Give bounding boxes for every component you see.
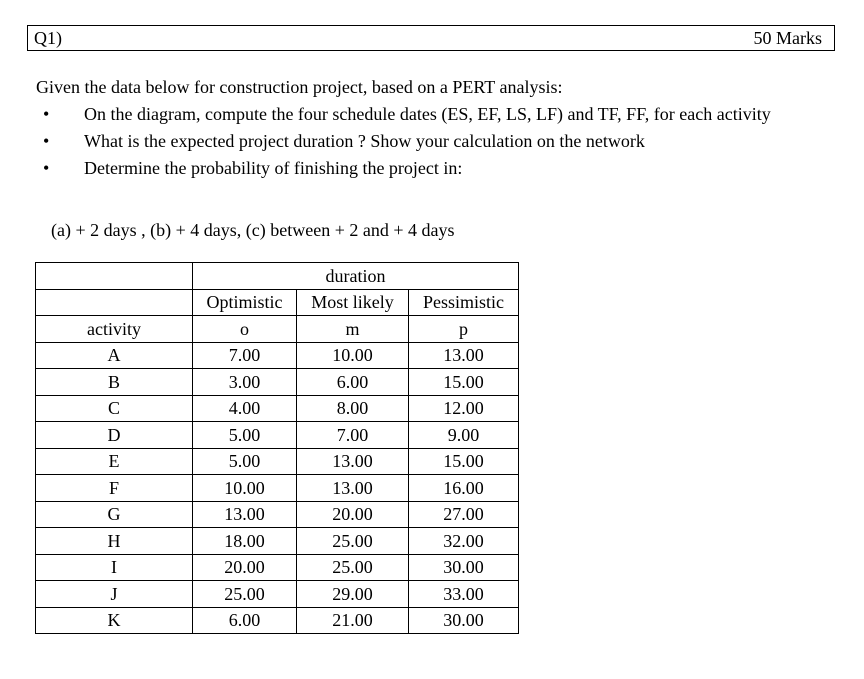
most-likely-cell: 29.00 — [297, 581, 409, 608]
table-row — [36, 501, 519, 528]
pessimistic-cell: 30.00 — [409, 554, 519, 581]
column-header: Pessimistic — [409, 289, 519, 316]
activity-cell: E — [36, 448, 193, 475]
pessimistic-cell: 12.00 — [409, 395, 519, 422]
table-header-row — [36, 263, 519, 290]
optimistic-cell: 6.00 — [193, 607, 297, 634]
duration-group-header: duration — [193, 263, 519, 290]
optimistic-cell: 20.00 — [193, 554, 297, 581]
empty-cell — [36, 263, 193, 290]
most-likely-cell: 10.00 — [297, 342, 409, 369]
table-row — [36, 554, 519, 581]
task-item — [38, 129, 818, 154]
column-header: Optimistic — [193, 289, 297, 316]
symbol-header: m — [297, 316, 409, 343]
task-text: On the diagram, compute the four schedule dates (ES, EF, LS, LF) and TF, FF, for each activity — [84, 104, 771, 124]
most-likely-cell: 13.00 — [297, 448, 409, 475]
pessimistic-cell: 16.00 — [409, 475, 519, 502]
task-item — [38, 156, 818, 181]
most-likely-cell: 7.00 — [297, 422, 409, 449]
pessimistic-cell: 30.00 — [409, 607, 519, 634]
activity-cell: J — [36, 581, 193, 608]
intro-text: Given the data below for construction project, based on a PERT analysis: — [36, 77, 563, 97]
activity-cell: C — [36, 395, 193, 422]
most-likely-cell: 20.00 — [297, 501, 409, 528]
optimistic-cell: 25.00 — [193, 581, 297, 608]
table-row — [36, 342, 519, 369]
activity-cell: F — [36, 475, 193, 502]
activity-cell: I — [36, 554, 193, 581]
optimistic-cell: 3.00 — [193, 369, 297, 396]
row-label-header: activity — [36, 316, 193, 343]
pessimistic-cell: 9.00 — [409, 422, 519, 449]
most-likely-cell: 25.00 — [297, 554, 409, 581]
table-row — [36, 528, 519, 555]
pessimistic-cell: 32.00 — [409, 528, 519, 555]
activity-cell: A — [36, 342, 193, 369]
activity-cell: H — [36, 528, 193, 555]
symbol-header: p — [409, 316, 519, 343]
table-row — [36, 607, 519, 634]
optimistic-cell: 5.00 — [193, 422, 297, 449]
bullet-icon: • — [43, 158, 50, 178]
most-likely-cell: 25.00 — [297, 528, 409, 555]
task-text: Determine the probability of finishing the project in: — [84, 158, 463, 178]
optimistic-cell: 5.00 — [193, 448, 297, 475]
table-row — [36, 395, 519, 422]
table-body — [36, 342, 519, 634]
activity-cell: B — [36, 369, 193, 396]
table-header-row — [36, 316, 519, 343]
optimistic-cell: 10.00 — [193, 475, 297, 502]
optimistic-cell: 18.00 — [193, 528, 297, 555]
optimistic-cell: 7.00 — [193, 342, 297, 369]
most-likely-cell: 21.00 — [297, 607, 409, 634]
activity-cell: K — [36, 607, 193, 634]
optimistic-cell: 4.00 — [193, 395, 297, 422]
pessimistic-cell: 27.00 — [409, 501, 519, 528]
pessimistic-cell: 15.00 — [409, 369, 519, 396]
most-likely-cell: 8.00 — [297, 395, 409, 422]
bullet-icon: • — [43, 104, 50, 124]
marks-label: 50 Marks — [753, 28, 822, 48]
column-header: Most likely — [297, 289, 409, 316]
table-row — [36, 369, 519, 396]
bullet-icon: • — [43, 131, 50, 151]
probability-parts: (a) + 2 days , (b) + 4 days, (c) between + 2 and + 4 days — [51, 220, 455, 240]
table-row — [36, 475, 519, 502]
duration-table — [35, 262, 519, 634]
task-text: What is the expected project duration ? Show your calculation on the network — [84, 131, 645, 151]
pessimistic-cell: 15.00 — [409, 448, 519, 475]
task-item — [38, 102, 818, 127]
activity-cell: G — [36, 501, 193, 528]
question-header — [27, 25, 835, 51]
symbol-header: o — [193, 316, 297, 343]
most-likely-cell: 13.00 — [297, 475, 409, 502]
table-row — [36, 422, 519, 449]
optimistic-cell: 13.00 — [193, 501, 297, 528]
task-list — [38, 102, 818, 183]
table-row — [36, 448, 519, 475]
table-row — [36, 581, 519, 608]
question-number: Q1) — [34, 28, 62, 48]
pessimistic-cell: 33.00 — [409, 581, 519, 608]
activity-cell: D — [36, 422, 193, 449]
pessimistic-cell: 13.00 — [409, 342, 519, 369]
most-likely-cell: 6.00 — [297, 369, 409, 396]
empty-cell — [36, 289, 193, 316]
table-header-row — [36, 289, 519, 316]
